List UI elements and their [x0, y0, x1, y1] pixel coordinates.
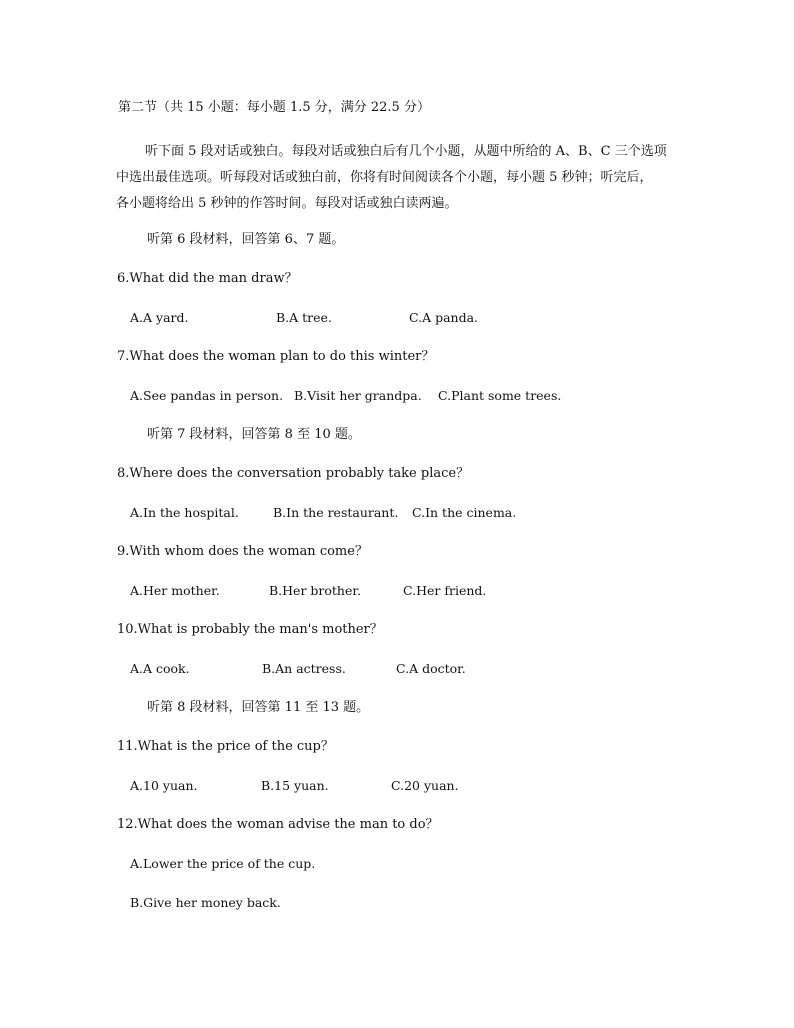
option-7a: A.See pandas in person.	[130, 388, 284, 403]
option-10c: C.A doctor.	[396, 661, 466, 676]
question-6: 6.What did the man draw？	[117, 271, 298, 286]
option-12b: B.Give her money back.	[130, 895, 281, 910]
question-12: 12.What does the woman advise the man to do？	[117, 817, 439, 832]
question-10: 10.What is probably the man's mother？	[117, 622, 383, 637]
question-9: 9.With whom does the woman come？	[117, 544, 368, 559]
option-9c: C.Her friend.	[403, 583, 487, 598]
instructions-line-1: 听下面 5 段对话或独白。每段对话或独白后有几个小题，从题中所给的 A、B、C 三个选项	[145, 144, 667, 159]
option-11c: C.20 yuan.	[391, 778, 459, 793]
option-8b: B.In the restaurant.	[273, 505, 399, 520]
material-heading-6: 听第 6 段材料，回答第 6、7 题。	[147, 232, 345, 247]
instructions-line-2: 中选出最佳选项。听每段对话或独白前，你将有时间阅读各个小题，每小题 5 秒钟；听完后，	[116, 170, 653, 185]
option-11a: A.10 yuan.	[130, 778, 198, 793]
question-8: 8.Where does the conversation probably take place？	[117, 466, 470, 481]
option-11b: B.15 yuan.	[261, 778, 329, 793]
option-7b: B.Visit her grandpa.	[294, 388, 422, 403]
option-8a: A.In the hospital.	[130, 505, 239, 520]
section-header: 第二节（共 15 小题：每小题 1.5 分，满分 22.5 分）	[118, 100, 430, 115]
option-6c: C.A panda.	[409, 310, 479, 325]
question-7: 7.What does the woman plan to do this winter？	[117, 349, 435, 364]
material-heading-8: 听第 8 段材料，回答第 11 至 13 题。	[147, 700, 370, 715]
option-7c: C.Plant some trees.	[438, 388, 562, 403]
option-10a: A.A cook.	[130, 661, 190, 676]
option-12a: A.Lower the price of the cup.	[130, 856, 316, 871]
option-6b: B.A tree.	[276, 310, 332, 325]
material-heading-7: 听第 7 段材料，回答第 8 至 10 题。	[147, 427, 361, 442]
option-9a: A.Her mother.	[130, 583, 220, 598]
option-6a: A.A yard.	[130, 310, 189, 325]
question-11: 11.What is the price of the cup？	[117, 739, 334, 754]
option-10b: B.An actress.	[262, 661, 346, 676]
option-9b: B.Her brother.	[269, 583, 361, 598]
instructions-line-3: 各小题将给出 5 秒钟的作答时间。每段对话或独白读两遍。	[116, 196, 458, 211]
option-8c: C.In the cinema.	[412, 505, 517, 520]
